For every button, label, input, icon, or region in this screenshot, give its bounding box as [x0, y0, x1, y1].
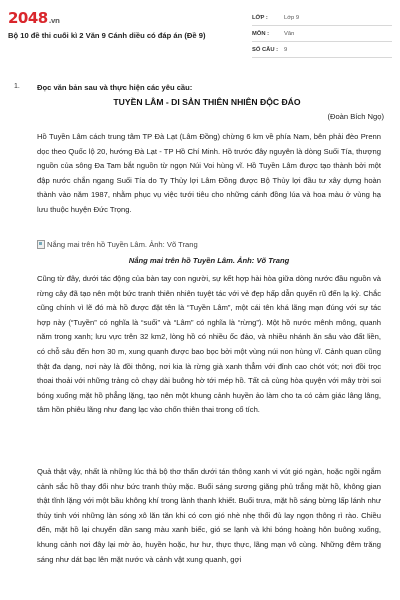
document-title: Bộ 10 đề thi cuối kì 2 Văn 9 Cánh diều có đáp án (Đề 9): [8, 31, 206, 40]
meta-value-subject: Văn: [284, 30, 295, 37]
reading-title: TUYỀN LÂM - DI SẢN THIÊN NHIÊN ĐỘC ĐÁO: [113, 97, 301, 107]
broken-image: [37, 240, 198, 249]
meta-info-table: [252, 10, 392, 58]
meta-label-subject: MÔN :: [252, 30, 270, 37]
logo-suffix: .vn: [48, 17, 60, 25]
reading-paragraph-2: Cũng từ đây, dưới tác động của bàn tay con người, sự kết hợp hài hòa giữa dòng nước đầu nguồn và rừng cây đã tạo nên một bức tranh thiên nhiên tuyệt tác với vẻ đẹp hấp dẫn quyến rũ đến lạ kỳ. Chắc cũng chính vì lẽ đó mà hồ được đặt tên là “Tuyền Lâm”, một cái tên khá lãng mạn đúng với sự tác hợp này (“Tuyền” có nghĩa là “suối” và “Lâm” có nghĩa là “rừng”). Một hồ nước mênh mông, quanh năm trong xanh; lưu vực trên 32 km2, lòng hồ có nhiều ốc đảo, và nhiều nhánh ăn sâu vào đất liền, có chỗ sâu đến hơn 30 m, xung quanh được bao bọc bởi một vùng núi non hùng vĩ. Cảnh quan cũng thật đa dạng, nơi này là đồi thông, nơi kia là rừng già xanh thẳm với đỉnh cao chót vót; nơi đồi trọc thoai thoải với những trảng cỏ chạy dài buông hờ tới mép hồ. Tất cả cùng hòa quyện với mây trời soi bóng xuống mặt hồ phẳng lặng, tạo nên một khung cảnh huyền ảo làm cho ta có cảm giác lâng lâng, tâm hồn phiêu lãng như đang lạc vào chốn thiên thai trong cổ tích.: [37, 274, 381, 415]
reading-paragraph-3: Quả thật vậy, nhất là những lúc thả bộ thơ thẩn dưới tán thông xanh vi vút gió ngàn, hoặc ngồi ngắm cảnh sắc hồ thay đổi như bức tranh thủy mặc. Buổi sáng sương giăng phủ trắng mặt hồ, không gian thật tĩnh lặng với một bầu không khí trong lành thanh khiết. Buổi trưa, mặt hồ sáng bừng lấp lánh như thủy tinh với những làn sóng xô lăn tăn khi có cơn gió nhè nhẹ thổi đủ lay ngọn thông rì rào. Chiều đến, mặt hồ lại chuyển dần sang màu xanh biếc, gió se lạnh và khi bóng hoàng hôn buông xuống, khung cảnh nơi đây lại mờ ảo, huyền hoặc, hư hư, thực thực, lãng mạn vô cùng. Những đêm trăng sáng như dát bạc lên mặt nước và cảnh vật xung quanh, gợi: [37, 467, 381, 564]
reading-author: (Đoàn Bích Ngọ): [327, 112, 384, 121]
question-instruction: Đọc văn bản sau và thực hiện các yêu cầu:: [37, 83, 193, 92]
meta-row-question-count: [252, 42, 392, 58]
meta-value-class: Lớp 9: [284, 14, 300, 21]
meta-label-class: LỚP :: [252, 14, 268, 21]
meta-row-class: [252, 10, 392, 26]
page-header: [0, 0, 400, 64]
broken-image-icon: [37, 240, 45, 249]
image-alt-text: Nắng mai trên hồ Tuyền Lâm. Ảnh: Võ Trang: [47, 240, 198, 249]
logo-text: 2048: [8, 9, 48, 27]
question-number: 1.: [14, 83, 20, 90]
image-caption: Nắng mai trên hồ Tuyền Lâm. Ảnh: Võ Trang: [128, 256, 290, 265]
meta-label-question-count: SỐ CÂU :: [252, 46, 279, 53]
meta-row-subject: [252, 26, 392, 42]
meta-value-question-count: 9: [284, 46, 288, 53]
reading-paragraph-1: Hồ Tuyền Lâm cách trung tâm TP Đà Lạt (Lâm Đồng) chừng 6 km về phía Nam, bên phải đèo Prenn dọc theo Quốc lộ 20, hướng Đà Lạt - TP Hồ Chí Minh. Hồ trước đây nguyên là dòng Suối Tía, thượng nguồn của sông Đa Tam bắt nguồn từ ngọn Núi Voi hùng vĩ. Hồ Tuyền Lâm được tạo thành bởi một đập nước chắn ngang Suối Tía do Ty Thủy lợi Lâm Đồng được Bộ Thủy lợi đầu tư xây dựng hoàn thành vào năm 1987, nhằm phục vụ việc tưới tiêu cho những cánh đồng lúa và hoa màu ở vùng hạ lưu thuộc huyện Đức Trọng.: [37, 132, 381, 214]
site-logo[interactable]: [8, 9, 59, 27]
